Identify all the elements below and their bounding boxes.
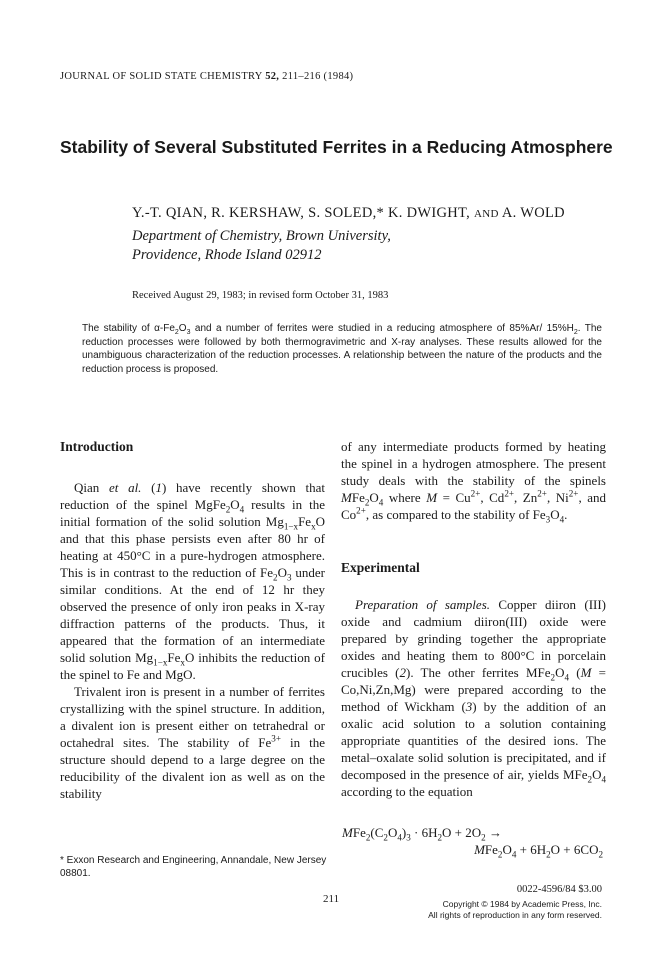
- footnote: * Exxon Research and Engineering, Annandale, New Jersey 08801.: [60, 855, 327, 879]
- intro-paragraph-1: Qian et al. (1) have recently shown that reduction of the spinel $MgFe_2O_4$ results in the initial formation of the solid solution $Mg_{1-x}Fe_xO$ and that this phase persists even after 80 hr of heating at 450°C in a pure-hydrogen atmosphere. This is in contrast to the reduction of $Fe_2O_3$ under similar conditions. At the end of 12 hr they observed the presence of only iron peaks in X-ray diffraction patterns of the products. Thus, it appeared that the formation of an intermediate solid solution $Mg_{1-x}Fe_xO$ inhibits the reduction of the spinel to Fe and MgO.: [60, 480, 326, 682]
- affiliation-line-1: Department of Chemistry, Brown University,: [132, 228, 391, 244]
- reaction-equation: [341, 824, 603, 858]
- article-title: Stability of Several Substituted Ferrites in a Reducing Atmosphere: [60, 137, 613, 157]
- authors-list: Y.-T. QIAN, R. KERSHAW, S. SOLED,* K. DWIGHT,: [132, 205, 471, 221]
- experimental-paragraph: Preparation of samples. Copper diiron (III) oxide and cadmium diiron(III) oxide were prepared by grinding together the appropriate oxides and heating them to 800°C in porcelain crucibles (2). The other ferrites $MFe_2O_4$ (M = Co,Ni,Zn,Mg) were prepared according to the method of Wickham (3) by the addition of an oxalic acid solution to a solution containing appropriate quantities of the desired ions. The metal–oxalate solid solution is precipitated, and if decomposed in the presence of air, yields $MFe_2O_4$ according to the equation: [341, 597, 607, 799]
- journal-name: JOURNAL OF SOLID STATE CHEMISTRY: [60, 71, 263, 82]
- right-column: [341, 438, 606, 800]
- journal-pages-year: 211–216 (1984): [282, 71, 354, 82]
- introduction-heading: Introduction: [60, 439, 134, 454]
- authors: [132, 205, 565, 222]
- rights-line: All rights of reproduction in any form reserved.: [428, 910, 602, 920]
- authors-and: AND: [473, 208, 499, 220]
- abstract: The stability of $\alpha-Fe_2O_3$ and a number of ferrites were studied in a reducing atmosphere of 85%Ar/ $15\%H_2$. The reduction processes were followed by both thermogravimetric and X-ray analyses. These results allowed for the unambiguous characterization of the reduction processes. A relationship between the nature of the products and the reduction process is proposed.: [82, 323, 602, 375]
- copyright-line: Copyright © 1984 by Academic Press, Inc.: [442, 899, 602, 909]
- left-column: [60, 438, 325, 802]
- equation-line-2: $MFe_2O_4 + 6H_2O + 6CO_2$: [474, 842, 603, 860]
- affiliation-line-2: Providence, Rhode Island 02912: [132, 247, 322, 263]
- experimental-heading: Experimental: [341, 560, 420, 575]
- intro-continuation: of any intermediate products formed by heating the spinel in a hydrogen atmosphere. The present study deals with the stability of the spinels $MFe_2O_4$ where $M = Cu^{2+}$, $Cd^{2+}$, $Zn^{2+}$, $Ni^{2+}$, and $Co^{2+}$, as compared to the stability of $Fe_3O_4$.: [341, 439, 607, 525]
- issn-price: 0022-4596/84 $3.00: [516, 884, 602, 895]
- received-dates: Received August 29, 1983; in revised form October 31, 1983: [132, 290, 389, 301]
- page-number: 211: [323, 893, 340, 905]
- affiliation: [132, 227, 391, 265]
- authors-last: A. WOLD: [501, 205, 565, 221]
- journal-header: [60, 71, 353, 82]
- equation-line-1: $MFe_2(C_2O_4)_3 \cdot 6H_2O + 2O_2$ →: [342, 825, 502, 843]
- intro-paragraph-2: Trivalent iron is present in a number of ferrites crystallizing with the spinel structure. In addition, a divalent ion is present either on tetrahedral or octahedral sites. The stability of $Fe^{3+}$ in the structure should depend to a large degree on the reducibility of the divalent ion as well as on the stability: [60, 684, 325, 801]
- journal-volume: 52,: [265, 71, 280, 82]
